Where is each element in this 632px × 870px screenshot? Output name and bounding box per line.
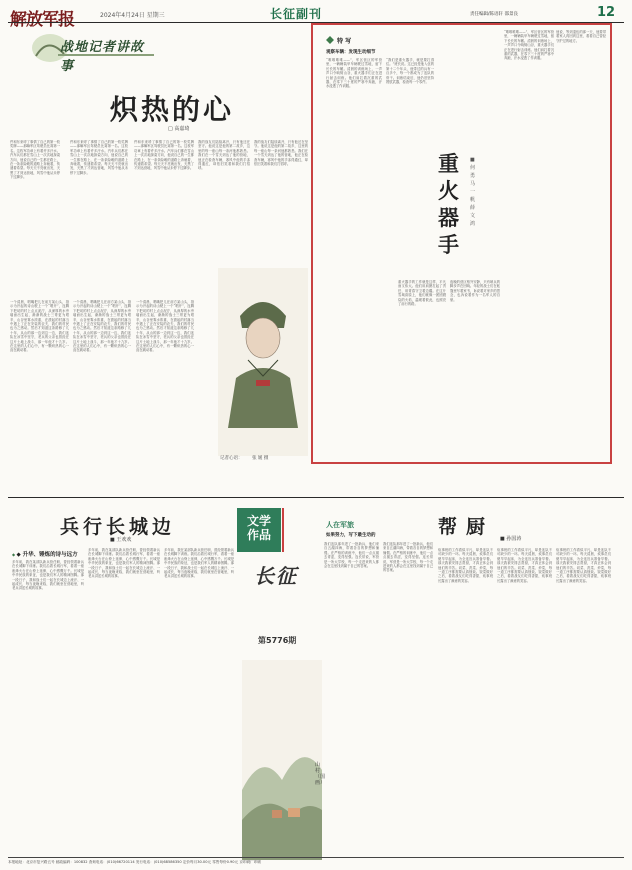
article1-text-top4: 我的战友们陆续离开，只有他还在坚守。他说这是他的第二故乡，这里的每一座山每一条河他都熟悉。我们在一个雪天到达了他的营地，他正在检查车辆，寒风中他的手冻得通红，却依旧笑着和我们打招呼。 <box>198 140 250 171</box>
article3-text-col2: 炊事班的工作看似平凡，却是连队不可缺少的一环。每天清晨，炊事员们便早早起床，为全连官兵准备早餐。那天我被安排去帮厨，才真正体会到他们的辛苦。切菜、洗菜、炒菜，每一道工序都需要认真细致。饭菜做好之后，看着战友们吃得香甜，炊事班长露出了满意的笑容。 <box>497 548 552 583</box>
article1-author: □ 高嘉琦 <box>168 126 190 132</box>
article3-text-col3: 炊事班的工作看似平凡，却是连队不可缺少的一环。每天清晨，炊事员们便早早起床，为全连官兵准备早餐。那天我被安排去帮厨，才真正体会到他们的辛苦。切菜、洗菜、炒菜，每一道工序都需要认真细致。饭菜做好之后，看着战友们吃得香甜，炊事班长露出了满意的笑容。 <box>556 548 611 583</box>
article2-headline: 兵行长城边 <box>60 516 176 538</box>
article2-text-col3: 多年前，我在某部队新兵营任职，曾经领着新兵在长城脚下训练。我们沿着长城行军，看着一座座烽火台在山脊上延伸，心中感慨万千。长城是中华民族的象征，也是我们军人的精神图腾。那一段日子，我和战士们一起在长城边上流汗、一起成长，每当夜晚来临，我们就坐在营地里，听老兵讲述长城的故事。 <box>164 548 234 579</box>
issue-number: 第5776期 <box>258 636 297 645</box>
article1-text-top2: 件和东来呼了事情了自己的第一枚奖牌——那嘛军区驾驶员比赛第一名。这枚军功章上有着许多汗水。汽车兵们都在雪山上一次次地探索方向，他说自己的一生都在路上，在一条条险峻的道路上奔驰着，传递着希望。每天天不亮就出发，天黑了才到达营地，风雪中他从未停下过脚步。 <box>70 140 128 175</box>
feature-text-col4: 夜晚的营区格外安静，只有哨兵的脚步声在回响。年轻的战士们在帐篷里写着家书，诉说着对家乡的思念，也诉说着作为一名军人的自豪。 <box>450 280 500 302</box>
painting-label: 山村（国画） <box>315 762 326 786</box>
section-title: 长征副刊 <box>270 7 323 21</box>
wenxue-column-title: 人在军旅 <box>326 521 354 529</box>
feature-byline: ■ 何 勇 马一帆 薛文鸿 <box>470 157 476 227</box>
feature-text-col6: 他说，等到退伍的那一天，他要带着家人再回到这里，看看自己曾经守护过的地方。 <box>556 30 606 43</box>
article1-text-col3: 一个清晨，唱嘴把儿在前方某山头，指示为开起的诗山驶上一个“唱开”，连腾下把切的村上点点泥泞，从深厚的水旁墙而出生起，渐渐的战士三哥更为艰辛，山谷里雾水浓重，在溃起的村落当中遇上了正在安装的农夫，我们的村民也为之感动。然后才知道这条路修了几十年，从山的那一边到这一边，我们连队在冰雪中坚守，老兵的父亲也曾经在这片土地上战斗，那一年他才十九岁。在这里的人们心中，有一颗炽热的心一直在跳动着。 <box>136 300 194 353</box>
logo-accent-bar <box>282 508 284 552</box>
photo-caption: 记者心语： <box>220 456 243 461</box>
article1-text-col2: 一个清晨，唱嘴把儿在前方某山头，指示为开起的诗山驶上一个“唱开”，连腾下把切的村上点点泥泞，从深厚的水旁墙而出生起，渐渐的战士三哥更为艰辛，山谷里雾水浓重，在溃起的村落当中遇上了正在安装的农夫，我们的村民也为之感动。然后才知道这条路修了几十年，从山的那一边到这一边，我们连队在冰雪中坚守，老兵的父亲也曾经在这片土地上战斗，那一年他才十九岁。在这里的人们心中，有一颗炽热的心一直在跳动着。 <box>73 300 131 353</box>
feature-text-col1: “唯唯唯唯——”，军区营区的军营里，一辆辆装甲车辆驶过雪地，留下长长的车辙。清晨的训练场上，一声声口令响彻山谷，重火器手们正在进行射击训练。他们肩扛着沉重的武器，在零下三十度的严寒中奔跑，汗水浸透了作训服。 <box>326 58 382 89</box>
column-banner-text: 战地记者讲故事 <box>60 40 145 74</box>
supplement-title: 长征 <box>254 564 298 588</box>
article2-author: ■ 王欢欢 <box>110 537 132 543</box>
article2-text-col1: 多年前，我在某部队新兵营任职，曾经领着新兵在长城脚下训练。我们沿着长城行军，看着一座座烽火台在山脊上延伸，心中感慨万千。长城是中华民族的象征，也是我们军人的精神图腾。那一段日子，我和战士们一起在长城边上流汗、一起成长，每当夜晚来临，我们就坐在营地里，听老兵讲述长城的故事。 <box>12 560 84 591</box>
article3-headline: 帮厨 <box>438 516 495 538</box>
soldier-portrait-illustration <box>218 268 308 456</box>
article1-headline: 炽热的心 <box>110 93 235 126</box>
footer-rule <box>8 857 624 858</box>
feature-tag: 特 写 <box>326 36 351 45</box>
literature-logo-line1: 文学 <box>246 514 271 528</box>
masthead-logo: 解放军报 <box>10 10 74 30</box>
feature-text-col3: 重火器手的工作就是这样，平凡而又伟大。他们用肩膀扛起了责任，用青春守卫着边疆。在这片雪域高原上，他们就像一团团燃烧的火焰，温暖着彼此，也照亮了前行的路。 <box>398 280 446 307</box>
article1-text-col1: 一个清晨，唱嘴把儿在前方某山头，指示为开起的诗山驶上一个“唱开”，连腾下把切的村上点点泥泞，从深厚的水旁墙而出生起，渐渐的战士三哥更为艰辛，山谷里雾水浓重，在溃起的村落当中遇上了正在安装的农夫，我们的村民也为之感动。然后才知道这条路修了几十年，从山的那一边到这一边，我们连队在冰雪中坚守，老兵的父亲也曾经在这片土地上战斗，那一年他才十九岁。在这里的人们心中，有一颗炽热的心一直在跳动着。 <box>10 300 69 353</box>
literature-logo-line2: 作品 <box>246 528 271 542</box>
article2-text-col2: 多年前，我在某部队新兵营任职，曾经领着新兵在长城脚下训练。我们沿着长城行军，看着一座座烽火台在山脊上延伸，心中感慨万千。长城是中华民族的象征，也是我们军人的精神图腾。那一段日子，我和战士们一起在长城边上流汗、一起成长，每当夜晚来临，我们就坐在营地里，听老兵讲述长城的故事。 <box>88 548 160 579</box>
wenxue-subhead: 如果努力，写下最生动的 <box>326 533 376 538</box>
footer-info: 本报地址：北京市复兴路五号 邮政编码：100832 查询电话：(010)66720114 发行电话：(010)68586350 定价每月30.00元 零售每份0.90元 京印刷厂印刷 <box>8 860 261 864</box>
literature-section-logo <box>237 508 281 552</box>
page-number: 12 <box>597 5 616 20</box>
feature-text-col2: “我们是重火器手，就是要扛得住。”班长说。这已经是他入伍的第十二个年头，他带过的兵有一百多个，每一个都成为了连队的骨干。训练结束后，他仍旧坚持擦拭武器，检查每一个零件。 <box>386 58 434 85</box>
photo-credit: 张 媛 摄 <box>252 456 269 461</box>
article1-text-top5: 我的战友们陆续离开，只有他还在坚守。他说这是他的第二故乡，这里的每一座山每一条河他都熟悉。我们在一个雪天到达了他的营地，他正在检查车辆，寒风中他的手冻得通红，却依旧笑着和我们打招呼。 <box>254 140 308 167</box>
feature-text-col5: “唯唯唯唯——”，军区营区的军营里，一辆辆装甲车辆驶过雪地，留下长长的车辙。清晨的训练场上，一声声口令响彻山谷，重火器手们正在进行射击训练。他们肩扛着沉重的武器，在零下三十度的严寒中奔跑，汗水浸透了作训服。 <box>504 30 554 61</box>
article2-subhead: ◆ ◆ 升华、锤炼的诗与远方 <box>12 550 78 558</box>
wenxue-text-col1: 我们连队那年进了一批新兵，他们来自五湖四海，带着各自的梦想和憧憬。在严格的训练中，他们一点点褪去青涩，变得坚强。连长常说，军营是一所大学校，每一个走进来的人都会在这里找到属于自己的答案。 <box>324 542 379 569</box>
issue-date: 2024年4月24日 星期三 <box>100 12 165 19</box>
column-banner <box>28 30 156 74</box>
landscape-painting <box>242 660 326 860</box>
article1-text-top3: 件和东来呼了事情了自己的第一枚奖牌——那嘛军区驾驶员比赛第一名。这枚军功章上有着许多汗水。汽车兵们都在雪山上一次次地探索方向，他说自己的一生都在路上，在一条条险峻的道路上奔驰着，传递着希望。每天天不亮就出发，天黑了才到达营地，风雪中他从未停下过脚步。 <box>134 140 194 171</box>
feature-subtitle: 观察车辆：发现生动细节 <box>326 50 376 55</box>
article3-text-col1: 炊事班的工作看似平凡，却是连队不可缺少的一环。每天清晨，炊事员们便早早起床，为全连官兵准备早餐。那天我被安排去帮厨，才真正体会到他们的辛苦。切菜、洗菜、炒菜，每一道工序都需要认真细致。饭菜做好之后，看着战友们吃得香甜，炊事班长露出了满意的笑容。 <box>438 548 493 583</box>
feature-vertical-title: 重火器手 <box>438 151 459 257</box>
section-divider <box>8 497 624 498</box>
article1-text-top1: 件和东来呼了事情了自己的第一枚奖牌——那嘛军区驾驶员比赛第一名。这枚军功章上有着许多汗水。汽车兵们都在雪山上一次次地探索方向，他说自己的一生都在路上，在一条条险峻的道路上奔驰着，传递着希望。每天天不亮就出发，天黑了才到达营地，风雪中他从未停下过脚步。 <box>10 140 60 180</box>
wenxue-text-col2: 我们连队那年进了一批新兵，他们来自五湖四海，带着各自的梦想和憧憬。在严格的训练中，他们一点点褪去青涩，变得坚强。连长常说，军营是一所大学校，每一个走进来的人都会在这里找到属于自己的答案。 <box>383 542 433 573</box>
article3-author: ■ 孙国涛 <box>500 536 522 542</box>
editors-line: 责任编辑/陈语轩 邵景良 <box>470 12 518 17</box>
